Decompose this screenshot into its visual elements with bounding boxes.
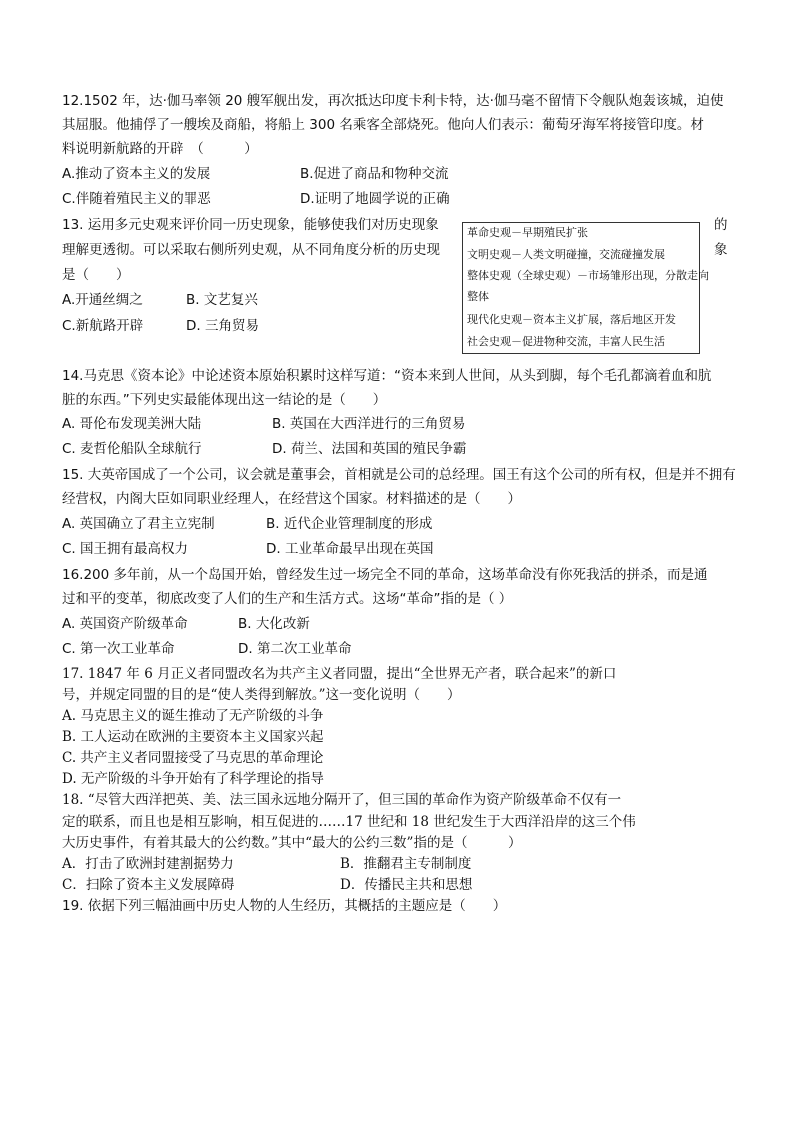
q12-option-b: B.促进了商品和物种交流 (300, 166, 449, 182)
q12-option-a: A.推动了资本主义的发展 (62, 166, 211, 182)
q14-option-b: B. 英国在大西洋进行的三角贸易 (272, 416, 466, 432)
q16-line-2: 过和平的变革，彻底改变了人们的生产和生活方式。这场“革命”指的是（ ） (62, 591, 513, 607)
q16-line-1: 16.200 多年前，从一个岛国开始，曾经发生过一场完全不同的革命，这场革命没有你死我活的拼杀，而是通 (62, 567, 708, 583)
q13-line-3: 是（ ） (62, 267, 130, 283)
q18-line-2: 定的联系，而且也是相互影响，相互促进的……17 世纪和 18 世纪发生于大西洋沿岸的这三个伟 (62, 814, 636, 830)
q15-option-c: C. 国王拥有最高权力 (62, 541, 189, 557)
box-line-revolution: 革命史观－早期殖民扩张 (467, 226, 588, 239)
q14-option-a: A. 哥伦布发现美洲大陆 (62, 416, 202, 432)
q18-option-d: D．传播民主共和思想 (340, 877, 473, 893)
q17-option-b: B. 工人运动在欧洲的主要资本主义国家兴起 (62, 729, 324, 745)
q13-line-2: 理解更透彻。可以采取右侧所列史观，从不同角度分析的历史现 (62, 242, 440, 258)
q13-line-1: 13. 运用多元史观来评价同一历史现象，能够使我们对历史现象 (62, 217, 439, 233)
box-line-civilization: 文明史观－人类文明碰撞，交流碰撞发展 (467, 248, 665, 261)
q17-option-d: D. 无产阶级的斗争开始有了科学理论的指导 (62, 771, 324, 787)
q17-option-a: A. 马克思主义的诞生推动了无产阶级的斗争 (62, 708, 324, 724)
q18-option-c: C．扫除了资本主义发展障碍 (62, 877, 235, 893)
q19-line-1: 19. 依据下列三幅油画中历史人物的人生经历，其概括的主题应是（ ） (62, 898, 507, 914)
q16-option-c: C. 第一次工业革命 (62, 641, 175, 657)
q13-option-b: B. 文艺复兴 (186, 292, 258, 308)
q14-option-d: D. 荷兰、法国和英国的殖民争霸 (272, 441, 467, 457)
q15-line-1: 15. 大英帝国成了一个公司，议会就是董事会，首相就是公司的总经理。国王有这个公司的所有权，但是并不拥有 (62, 467, 736, 483)
q14-line-2: 脏的东西。”下列史实最能体现出这一结论的是（ ） (62, 392, 387, 408)
q18-option-b: B．推翻君主专制制度 (340, 856, 472, 872)
q16-option-a: A. 英国资产阶级革命 (62, 616, 188, 632)
q12-line-2: 其屈服。他捕俘了一艘埃及商船，将船上 300 名乘客全部烧死。他向人们表示：葡萄牙海军将接管印度。材 (62, 117, 704, 133)
q13-option-a: A.开通丝绸之 (62, 292, 143, 308)
q14-option-c: C. 麦哲伦船队全球航行 (62, 441, 202, 457)
q15-option-b: B. 近代企业管理制度的形成 (266, 516, 433, 532)
q16-option-b: B. 大化改新 (238, 616, 310, 632)
q17-line-1: 17. 1847 年 6 月正义者同盟改名为共产主义者同盟，提出“全世界无产者，联合起来”的新口 (62, 666, 617, 682)
q12-line-1: 12.1502 年，达·伽马率领 20 艘军舰出发，再次抵达印度卡利卡特，达·伽马毫不留情下令舰队炮轰该城，迫使 (62, 93, 724, 109)
box-line-modernization: 现代化史观－资本主义扩展，落后地区开发 (467, 313, 676, 326)
q15-option-d: D. 工业革命最早出现在英国 (266, 541, 434, 557)
q14-line-1: 14.马克思《资本论》中论述资本原始积累时这样写道：“资本来到人世间，从头到脚，每个毛孔都滴着血和肮 (62, 368, 712, 384)
box-line-social: 社会史观－促进物种交流，丰富人民生活 (467, 335, 665, 348)
q18-line-1: 18. “尽管大西洋把英、美、法三国永远地分隔开了，但三国的革命作为资产阶级革命不仅有一 (62, 792, 622, 808)
q12-option-c: C.伴随着殖民主义的罪恶 (62, 191, 211, 207)
q13-line-1-tail: 的 (714, 217, 728, 233)
q18-option-a: A．打击了欧洲封建割据势力 (62, 856, 234, 872)
q16-option-d: D. 第二次工业革命 (238, 641, 352, 657)
q12-option-d: D.证明了地圆学说的正确 (300, 191, 450, 207)
q18-line-3: 大历史事件，有着其最大的公约数。”其中“最大的公约三数”指的是（ ） (62, 835, 522, 851)
box-line-global-cont: 整体 (467, 290, 489, 303)
q13-option-c: C.新航路开辟 (62, 318, 144, 334)
q17-line-2: 号，并规定同盟的目的是“使人类得到解放。”这一变化说明（ ） (62, 687, 461, 703)
q17-option-c: C. 共产主义者同盟接受了马克思的革命理论 (62, 750, 324, 766)
q13-line-2-tail: 象 (714, 242, 728, 258)
q13-option-d: D. 三角贸易 (186, 318, 259, 334)
box-line-global: 整体史观（全球史观）－市场雏形出现，分散走向 (467, 269, 709, 282)
q12-line-3: 料说明新航路的开辟 （ ） (62, 141, 258, 157)
q15-option-a: A. 英国确立了君主立宪制 (62, 516, 215, 532)
q15-line-2: 经营权，内阁大臣如同职业经理人，在经营这个国家。材料描述的是（ ） (62, 491, 521, 507)
historical-views-box (462, 222, 709, 354)
